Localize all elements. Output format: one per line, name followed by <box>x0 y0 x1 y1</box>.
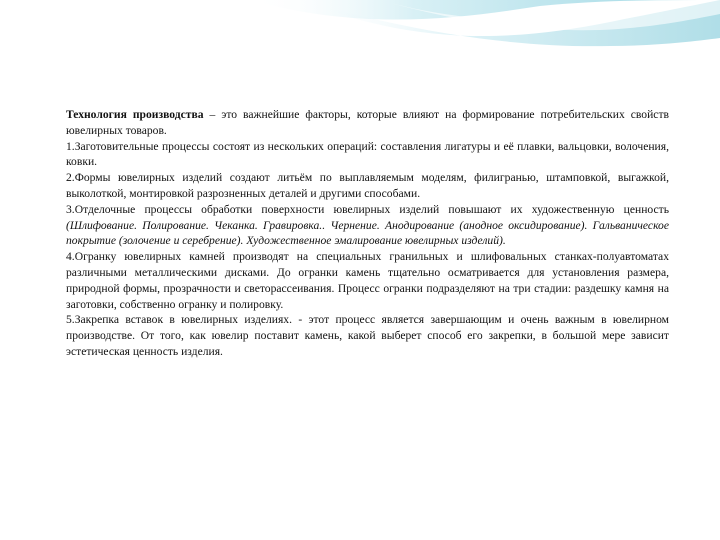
paragraph-text: 4.Огранку ювелирных камней производят на специальных гранильных и шлифовальных станках-полуавтоматах различными металлическими дисками. До огранки камень тщательно осматривается для установления размера, природной формы, прозрачности и светорассеивания. Процесс огранки подразделяют на три стадии: раздешку камня на заготовки, собственно огранку и полировку. <box>66 250 669 311</box>
paragraph-text: 2.Формы ювелирных изделий создают литьём по выплавляемым моделям, филигранью, штамповкой, выгажкой, выколоткой, монтировкой разрозненных деталей и другими способами. <box>66 171 669 200</box>
paragraph-1 <box>66 139 669 171</box>
paragraph-3 <box>66 202 669 249</box>
paragraph-5 <box>66 312 669 359</box>
paragraph-text: 5.Закрепка вставок в ювелирных изделиях. - этот процесс является завершающим и очень важным в ювелирном производстве. От того, как ювелир поставит камень, какой выберет способ его закрепки, в большой мере зависит эстетическая ценность изделия. <box>66 313 669 358</box>
term-bold: Технология производства <box>66 108 204 121</box>
slide-text-body <box>66 107 669 360</box>
paragraph-text: – это важнейшие факторы, которые влияют на формирование потребительских свойств ювелирных товаров. <box>66 108 669 137</box>
paragraph-intro <box>66 107 669 139</box>
paragraph-italic-text: (Шлифование. Полирование. Чеканка. Гравировка.. Чернение. Анодирование (анодное оксидирование). Гальваническое покрытие (золочение и серебрение). Художественное эмалирование ювелирных изделий). <box>66 218 669 248</box>
paragraph-text: 3.Отделочные процессы обработки поверхности ювелирных изделий повышают их художественную ценность <box>66 202 669 216</box>
paragraph-4 <box>66 249 669 312</box>
paragraph-text: 1.Заготовительные процессы состоят из нескольких операций: составления лигатуры и её плавки, вальцовки, волочения, ковки. <box>66 139 669 169</box>
top-wave-decoration <box>250 0 720 46</box>
paragraph-2 <box>66 170 669 202</box>
